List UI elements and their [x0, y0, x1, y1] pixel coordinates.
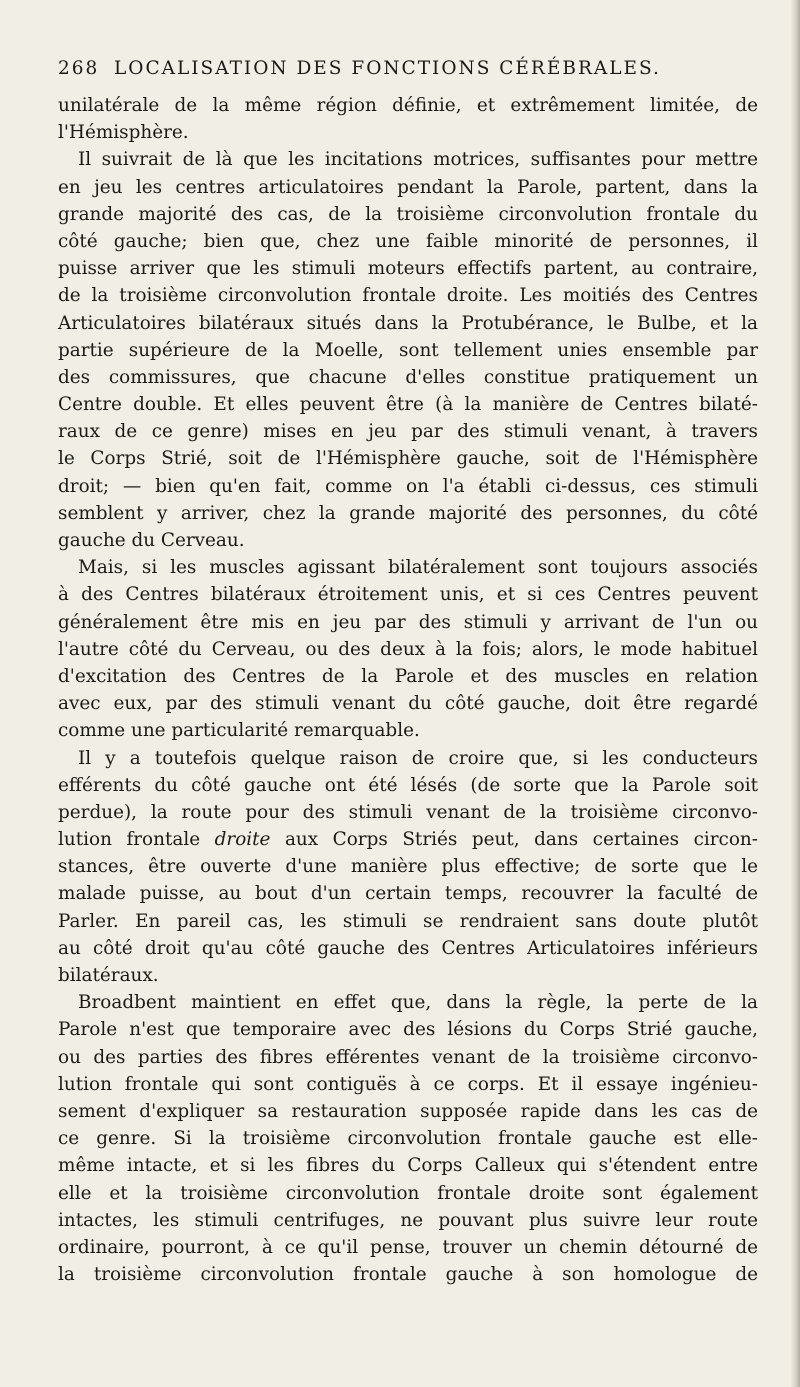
text-line: au côté droit qu'au côté gauche des Centres Articulatoires inférieurs: [58, 937, 758, 959]
text-line: droit; — bien qu'en fait, comme on l'a établi ci-dessus, ces stimuli: [58, 475, 758, 497]
text-line: à des Centres bilatéraux étroitement unis, et si ces Centres peuvent: [58, 584, 758, 606]
text-line: la troisième circonvolution frontale gauche à son homologue de: [58, 1264, 758, 1286]
text-line: efférents du côté gauche ont été lésés (de sorte que la Parole soit: [58, 774, 758, 796]
text-line: bilatéraux.: [58, 965, 159, 986]
text-line: gauche du Cerveau.: [58, 530, 245, 551]
text-line: l'autre côté du Cerveau, ou des deux à la fois; alors, le mode habituel: [58, 638, 758, 660]
text-line: Mais, si les muscles agissant bilatéralement sont toujours associés: [78, 557, 758, 579]
text-line: côté gauche; bien que, chez une faible minorité de personnes, il: [58, 230, 758, 252]
text-line: raux de ce genre) mises en jeu par des stimuli venant, à travers: [58, 421, 758, 443]
text-line: lution frontale qui sont contiguës à ce corps. Et il essaye ingénieu-: [58, 1073, 758, 1095]
text-line: même intacte, et si les fibres du Corps Calleux qui s'étendent entre: [58, 1155, 758, 1177]
text-line: unilatérale de la même région définie, et extrêmement limitée, de: [58, 95, 758, 116]
text-line: perdue), la route pour des stimuli venant de la troisième circonvo-: [58, 801, 758, 823]
page-number: 268: [58, 58, 100, 79]
text-line: des commissures, que chacune d'elles constitue pratiquement un: [58, 366, 758, 388]
text-line: ou des parties des fibres efférentes venant de la troisième circonvo-: [58, 1046, 758, 1068]
text-line: Parler. En pareil cas, les stimuli se rendraient sans doute plutôt: [58, 910, 758, 932]
text-line: puisse arriver que les stimuli moteurs effectifs partent, au contraire,: [58, 258, 758, 280]
text-line: [58, 826, 758, 853]
text-line: partie supérieure de la Moelle, sont tellement unies ensemble par: [58, 339, 758, 361]
text-line: stances, être ouverte d'une manière plus effective; de sorte que le: [58, 856, 758, 878]
text-line: sement d'expliquer sa restauration supposée rapide dans les cas de: [58, 1100, 758, 1122]
running-head: [58, 58, 758, 86]
text-fragment: lution frontale: [58, 829, 201, 851]
text-line: elle et la troisième circonvolution frontale droite sont également: [58, 1182, 758, 1204]
chapter-title: LOCALISATION DES FONCTIONS CÉRÉBRALES.: [114, 58, 661, 79]
text-line: en jeu les centres articulatoires pendant la Parole, partent, dans la: [58, 176, 758, 198]
text-line: intactes, les stimuli centrifuges, ne pouvant plus suivre leur route: [58, 1209, 758, 1231]
text-line: Parole n'est que temporaire avec des lésions du Corps Strié gauche,: [58, 1019, 758, 1041]
text-line: de la troisième circonvolution frontale droite. Les moitiés des Centres: [58, 285, 758, 307]
text-line: malade puisse, au bout d'un certain temps, recouvrer la faculté de: [58, 883, 758, 905]
text-fragment: aux Corps Striés peut, dans certaines circon-: [284, 829, 758, 851]
text-line: l'Hémisphère.: [58, 122, 189, 144]
text-line: semblent y arriver, chez la grande majorité des personnes, du côté: [58, 502, 758, 524]
text-line: Articulatoires bilatéraux situés dans la Protubérance, le Bulbe, et la: [58, 312, 758, 334]
text-line: avec eux, par des stimuli venant du côté gauche, doit être regardé: [58, 693, 758, 715]
text-line: ce genre. Si la troisième circonvolution frontale gauche est elle-: [58, 1128, 758, 1150]
text-line: Centre double. Et elles peuvent être (à la manière de Centres bilaté-: [58, 394, 758, 416]
text-line: comme une particularité remarquable.: [58, 720, 420, 742]
text-line: Il suivrait de là que les incitations motrices, suffisantes pour mettre: [78, 149, 758, 171]
text-line: d'excitation des Centres de la Parole et des muscles en relation: [58, 665, 758, 687]
text-line: Broadbent maintient en effet que, dans la règle, la perte de la: [78, 992, 758, 1014]
page-edge-shadow: [790, 0, 800, 1387]
text-line: Il y a toutefois quelque raison de croire que, si les conducteurs: [78, 747, 758, 769]
text-line: ordinaire, pourront, à ce qu'il pense, trouver un chemin détourné de: [58, 1236, 758, 1258]
italic-word: droite: [214, 829, 271, 851]
body-text: [58, 92, 758, 1288]
text-line: le Corps Strié, soit de l'Hémisphère gauche, soit de l'Hémisphère: [58, 448, 758, 470]
text-line: généralement être mis en jeu par des stimuli y arrivant de l'un ou: [58, 611, 758, 633]
text-line: grande majorité des cas, de la troisième circonvolution frontale du: [58, 203, 758, 225]
